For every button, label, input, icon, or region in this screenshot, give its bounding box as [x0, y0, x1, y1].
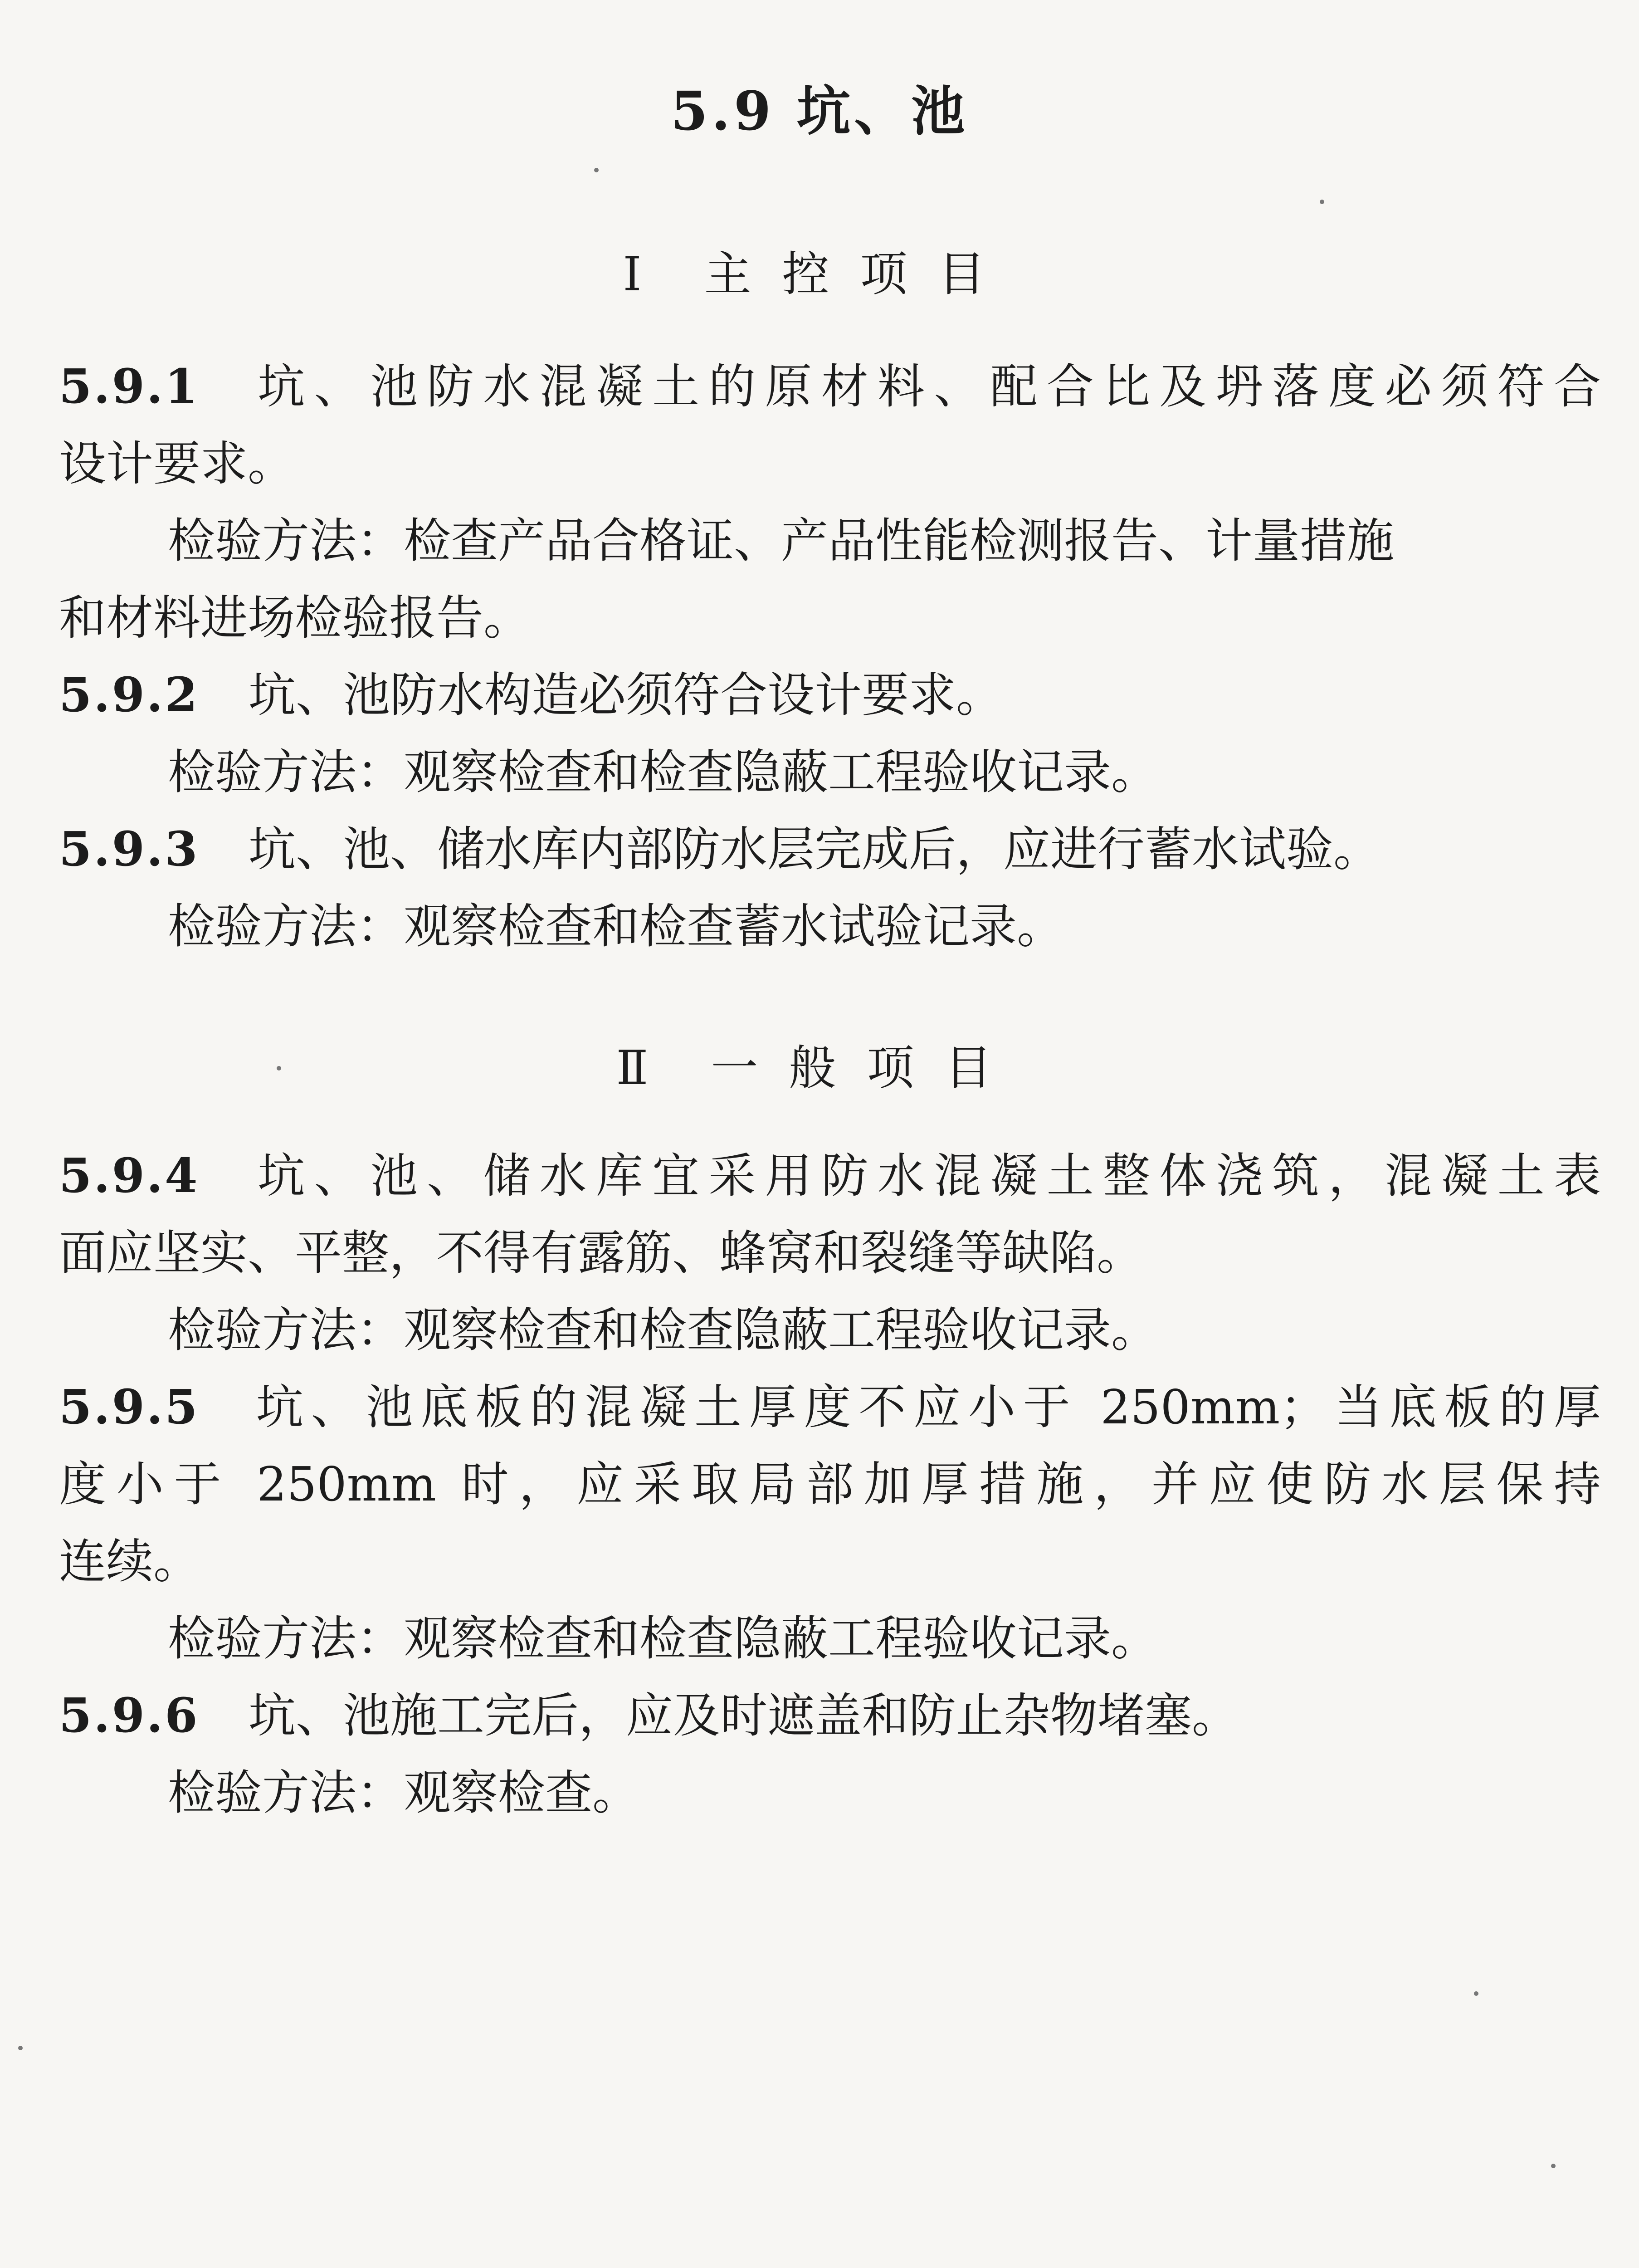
scan-speck [594, 168, 599, 172]
clause-5-9-2-line1: 5.9.2 坑、池防水构造必须符合设计要求。 [59, 667, 1004, 723]
clause-5-9-1-line1: 5.9.1 坑、池防水混凝土的原材料、配合比及坍落度必须符合 [59, 358, 1601, 414]
scan-speck [18, 2046, 23, 2050]
scan-speck [1551, 2164, 1556, 2168]
section-title: 5.9 坑、池 [670, 79, 969, 142]
clause-number: 5.9.4 [59, 1148, 200, 1203]
clause-5-9-4-line2: 面应坚实、平整，不得有露筋、蜂窝和裂缝等缺陷。 [59, 1225, 1144, 1281]
scan-speck [277, 1066, 281, 1070]
clause-number: 5.9.5 [59, 1379, 200, 1435]
clause-5-9-2-method: 检验方法：观察检查和检查隐蔽工程验收记录。 [168, 744, 1159, 800]
scan-speck [1474, 1991, 1478, 1996]
clause-5-9-1-line2: 设计要求。 [59, 436, 295, 491]
clause-number: 5.9.1 [59, 358, 200, 414]
clause-5-9-5-line2: 度小于 250mm 时，应采取局部加厚措施，并应使防水层保持 [59, 1457, 1601, 1512]
scan-speck [1320, 200, 1324, 204]
part-numeral: Ⅱ [616, 1040, 679, 1095]
clause-number: 5.9.6 [59, 1687, 200, 1743]
clause-5-9-4-line1: 5.9.4 坑、池、储水库宜采用防水混凝土整体浇筑，混凝土表 [59, 1148, 1601, 1203]
part-numeral: Ⅰ [623, 246, 673, 302]
clause-5-9-5-line1: 5.9.5 坑、池底板的混凝土厚度不应小于 250mm；当底板的厚 [59, 1379, 1601, 1435]
clause-5-9-6-method: 检验方法：观察检查。 [168, 1765, 640, 1820]
clause-5-9-1-method: 检验方法：检查产品合格证、产品性能检测报告、计量措施 [168, 513, 1395, 568]
clause-number: 5.9.3 [59, 821, 200, 877]
clause-5-9-1-method-cont: 和材料进场检验报告。 [59, 590, 531, 645]
part-label: 一般项目 [711, 1040, 1023, 1095]
clause-5-9-5-line3: 连续。 [59, 1534, 201, 1589]
clause-5-9-6-line1: 5.9.6 坑、池施工完后，应及时遮盖和防止杂物堵塞。 [59, 1687, 1239, 1743]
clause-5-9-3-line1: 5.9.3 坑、池、储水库内部防水层完成后，应进行蓄水试验。 [59, 821, 1381, 877]
part-heading-main-control [0, 236, 1639, 304]
clause-5-9-5-method: 检验方法：观察检查和检查隐蔽工程验收记录。 [168, 1611, 1159, 1666]
part-heading-general [0, 1030, 1639, 1098]
clause-5-9-3-method: 检验方法：观察检查和检查蓄水试验记录。 [168, 899, 1064, 954]
clause-5-9-4-method: 检验方法：观察检查和检查隐蔽工程验收记录。 [168, 1302, 1159, 1358]
part-label: 主控项目 [704, 246, 1016, 302]
clause-number: 5.9.2 [59, 667, 200, 723]
